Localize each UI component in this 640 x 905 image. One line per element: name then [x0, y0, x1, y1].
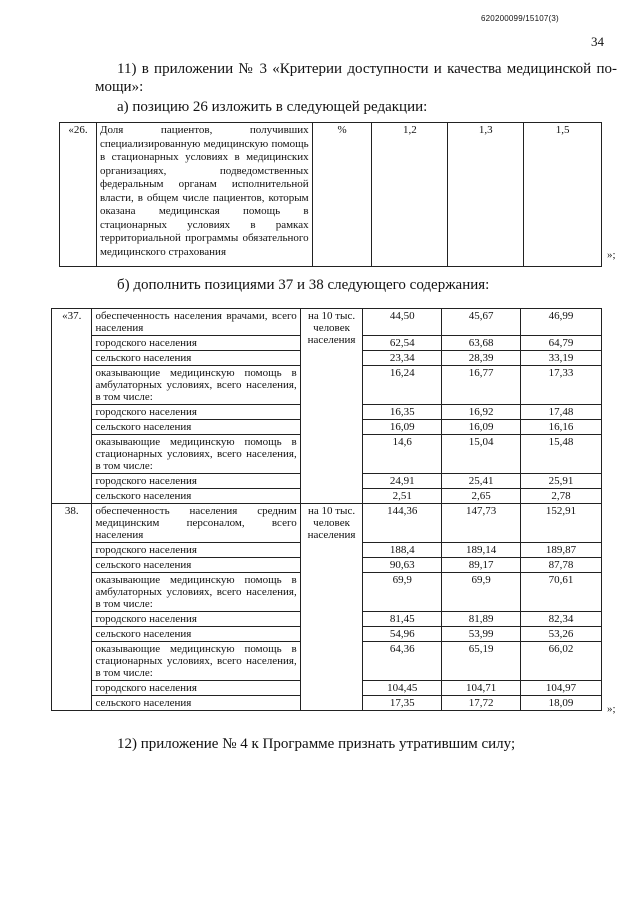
unit-cell: на 10 тыс. человек населения	[300, 504, 363, 711]
table-positions-37-38	[51, 308, 602, 711]
value-cell: 65,19	[442, 642, 521, 681]
table-position-26	[59, 122, 602, 267]
paragraph-b: б) дополнить позициями 37 и 38 следующего содержания:	[117, 277, 490, 293]
position-number: 38.	[52, 504, 92, 711]
value-cell: 188,4	[363, 543, 442, 558]
closing-quote: »;	[607, 703, 616, 715]
indicator-label: сельского населения	[92, 627, 300, 642]
value-cell: 54,96	[363, 627, 442, 642]
paragraph-11-line1: 11) в приложении № 3 «Критерии доступности и качества медицинской по-	[117, 61, 617, 77]
value-cell: 89,17	[442, 558, 521, 573]
value-cell: 46,99	[521, 309, 602, 336]
value-cell: 15,04	[442, 435, 521, 474]
value-cell: 25,91	[521, 474, 602, 489]
value-cell: 16,92	[442, 405, 521, 420]
indicator-label: оказывающие медицинскую помощь в стационарных условиях, всего населения, в том числе:	[92, 642, 300, 681]
value-cell: 70,61	[521, 573, 602, 612]
unit-cell: %	[312, 123, 372, 267]
indicator-label: городского населения	[92, 543, 300, 558]
table-row	[52, 504, 602, 543]
document-number: 620200099/15107(3)	[481, 14, 559, 23]
indicator-description: Доля пациентов, получивших специализированную медицинскую помощь в стационарных условиях в медицинских организациях, подведомственных федеральным органам исполнительной власти, в общем числе пациентов, которым оказана медицинская помощь в стационарных условиях в рамках территориальной программы обязательного медицинского страхования	[96, 123, 312, 267]
value-cell: 1,3	[448, 123, 524, 267]
value-cell: 64,79	[521, 336, 602, 351]
value-cell: 66,02	[521, 642, 602, 681]
value-cell: 17,48	[521, 405, 602, 420]
value-cell: 17,35	[363, 696, 442, 711]
paragraph-11-line2: мощи»:	[95, 79, 144, 95]
value-cell: 104,45	[363, 681, 442, 696]
value-cell: 28,39	[442, 351, 521, 366]
indicator-label: сельского населения	[92, 489, 300, 504]
indicator-label: сельского населения	[92, 351, 300, 366]
value-cell: 16,77	[442, 366, 521, 405]
value-cell: 53,99	[442, 627, 521, 642]
position-number: «37.	[52, 309, 92, 504]
value-cell: 45,67	[442, 309, 521, 336]
indicator-label: городского населения	[92, 612, 300, 627]
value-cell: 144,36	[363, 504, 442, 543]
value-cell: 2,51	[363, 489, 442, 504]
value-cell: 104,97	[521, 681, 602, 696]
value-cell: 69,9	[363, 573, 442, 612]
value-cell: 53,26	[521, 627, 602, 642]
value-cell: 82,34	[521, 612, 602, 627]
value-cell: 189,14	[442, 543, 521, 558]
value-cell: 23,34	[363, 351, 442, 366]
indicator-label: городского населения	[92, 405, 300, 420]
value-cell: 16,09	[442, 420, 521, 435]
value-cell: 147,73	[442, 504, 521, 543]
value-cell: 189,87	[521, 543, 602, 558]
value-cell: 64,36	[363, 642, 442, 681]
value-cell: 44,50	[363, 309, 442, 336]
indicator-label: оказывающие медицинскую помощь в стационарных условиях, всего населения, в том числе:	[92, 435, 300, 474]
indicator-label: обеспеченность населения врачами, всего населения	[92, 309, 300, 336]
value-cell: 14,6	[363, 435, 442, 474]
value-cell: 2,78	[521, 489, 602, 504]
value-cell: 16,16	[521, 420, 602, 435]
unit-cell: на 10 тыс. человек населения	[300, 309, 363, 504]
value-cell: 17,72	[442, 696, 521, 711]
value-cell: 90,63	[363, 558, 442, 573]
indicator-label: городского населения	[92, 336, 300, 351]
indicator-label: сельского населения	[92, 696, 300, 711]
closing-quote: »;	[607, 249, 616, 261]
value-cell: 17,33	[521, 366, 602, 405]
value-cell: 87,78	[521, 558, 602, 573]
value-cell: 2,65	[442, 489, 521, 504]
value-cell: 33,19	[521, 351, 602, 366]
table-row	[60, 123, 602, 267]
table-row	[52, 309, 602, 336]
indicator-label: городского населения	[92, 474, 300, 489]
indicator-label: городского населения	[92, 681, 300, 696]
value-cell: 69,9	[442, 573, 521, 612]
indicator-label: обеспеченность населения средним медицинским персоналом, всего населения	[92, 504, 300, 543]
paragraph-12: 12) приложение № 4 к Программе признать утратившим силу;	[117, 736, 516, 752]
value-cell: 1,5	[524, 123, 602, 267]
page-number: 34	[591, 34, 604, 49]
indicator-label: сельского населения	[92, 420, 300, 435]
indicator-label: оказывающие медицинскую помощь в амбулаторных условиях, всего населения, в том числе:	[92, 366, 300, 405]
paragraph-a: а) позицию 26 изложить в следующей редакции:	[117, 99, 428, 115]
value-cell: 1,2	[372, 123, 448, 267]
value-cell: 25,41	[442, 474, 521, 489]
value-cell: 16,24	[363, 366, 442, 405]
value-cell: 24,91	[363, 474, 442, 489]
value-cell: 81,89	[442, 612, 521, 627]
value-cell: 18,09	[521, 696, 602, 711]
value-cell: 81,45	[363, 612, 442, 627]
value-cell: 104,71	[442, 681, 521, 696]
value-cell: 16,09	[363, 420, 442, 435]
indicator-label: оказывающие медицинскую помощь в амбулаторных условиях, всего населения, в том числе:	[92, 573, 300, 612]
position-number: «26.	[60, 123, 97, 267]
value-cell: 15,48	[521, 435, 602, 474]
value-cell: 62,54	[363, 336, 442, 351]
value-cell: 63,68	[442, 336, 521, 351]
indicator-label: сельского населения	[92, 558, 300, 573]
value-cell: 152,91	[521, 504, 602, 543]
value-cell: 16,35	[363, 405, 442, 420]
